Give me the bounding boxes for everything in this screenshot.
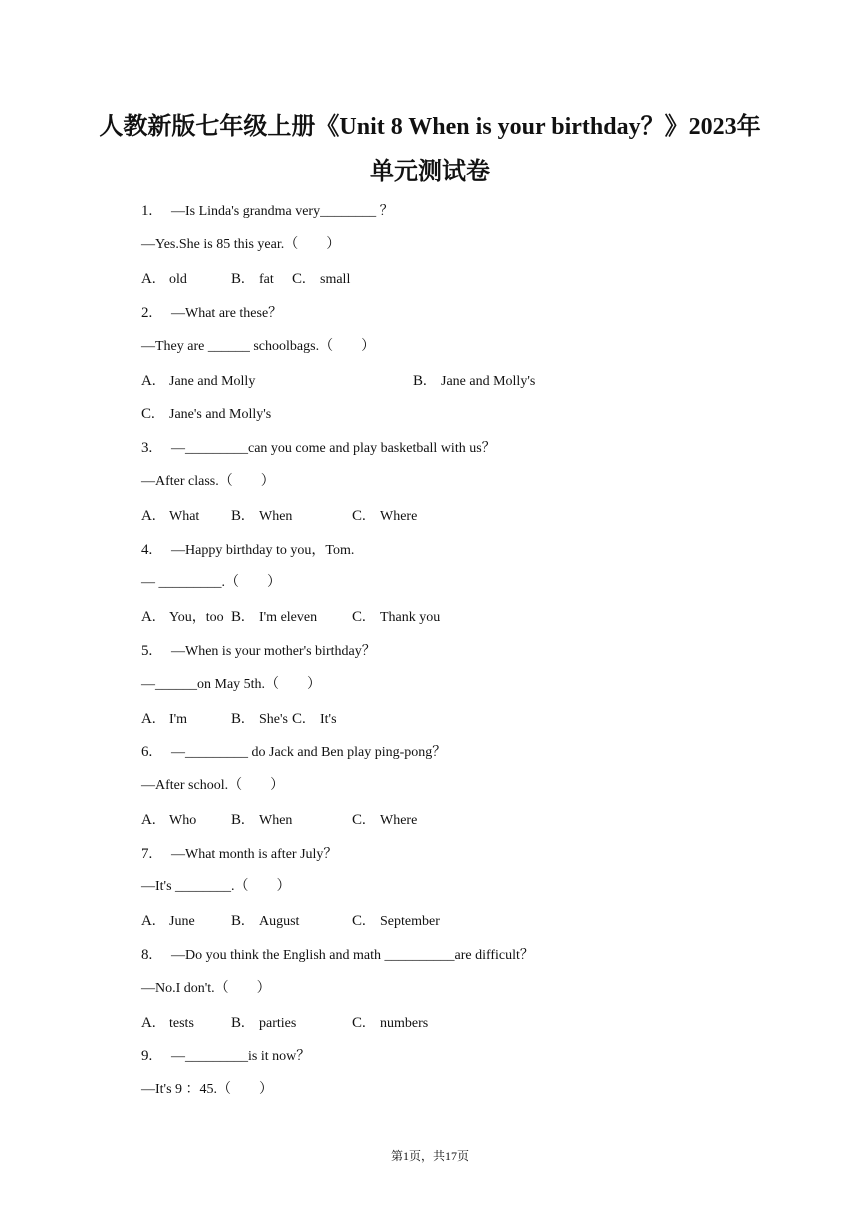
question-number: 2. xyxy=(141,305,153,321)
question-text: —Do you think the English and math __________are difficult？ xyxy=(171,948,534,963)
question-1-option-b: B. fat xyxy=(231,271,274,287)
question-7-stem xyxy=(141,845,337,864)
question-text: —_________is it now？ xyxy=(171,1049,311,1064)
question-4-reply: — _________.（ ） xyxy=(141,575,281,590)
question-number: 1. xyxy=(141,203,153,219)
question-7-option-a: A. June xyxy=(141,913,195,929)
question-3-option-c: C. Where xyxy=(352,508,418,524)
question-text: —_________ do Jack and Ben play ping-pong？ xyxy=(171,745,447,760)
page-title-line-2: 单元测试卷 xyxy=(370,159,490,185)
question-3-reply: —After class.（ ） xyxy=(141,474,275,489)
question-6-stem xyxy=(141,743,446,762)
question-5-option-b: B. She's xyxy=(231,711,288,727)
question-4-option-a: A. You，too xyxy=(141,609,224,625)
question-3-option-b: B. When xyxy=(231,508,293,524)
question-5-option-c: C. It's xyxy=(292,711,337,727)
question-2-stem xyxy=(141,304,282,323)
question-number: 9. xyxy=(141,1048,153,1064)
question-5-reply: —______on May 5th.（ ） xyxy=(141,677,322,692)
question-4-option-b: B. I'm eleven xyxy=(231,609,318,625)
question-7-reply: —It's ________.（ ） xyxy=(141,879,291,894)
page-footer: 第1页，共17页 xyxy=(390,1149,469,1163)
question-3-stem xyxy=(141,439,496,458)
question-1-stem xyxy=(141,202,394,221)
question-text: —What month is after July？ xyxy=(171,847,338,862)
question-number: 7. xyxy=(141,846,153,862)
question-4-stem xyxy=(141,541,354,560)
question-3-option-a: A. What xyxy=(141,508,200,524)
question-2-option-c: C. Jane's and Molly's xyxy=(141,406,272,422)
question-8-option-a: A. tests xyxy=(141,1015,194,1031)
question-9-reply: —It's 9 ：45.（ ） xyxy=(141,1082,274,1097)
question-text: —What are these？ xyxy=(171,306,283,321)
question-6-option-c: C. Where xyxy=(352,812,418,828)
question-2-option-b: B. Jane and Molly's xyxy=(413,373,536,389)
question-number: 6. xyxy=(141,744,153,760)
question-8-stem xyxy=(141,946,534,965)
question-6-option-b: B. When xyxy=(231,812,293,828)
question-4-option-c: C. Thank you xyxy=(352,609,441,625)
question-9-stem xyxy=(141,1047,310,1066)
question-1-option-c: C. small xyxy=(292,271,351,287)
question-8-option-c: C. numbers xyxy=(352,1015,429,1031)
page-title-line-1: 人教新版七年级上册《Unit 8 When is your birthday？》2023年 xyxy=(99,114,761,140)
question-7-option-c: C. September xyxy=(352,913,440,929)
question-1-option-a: A. old xyxy=(141,271,187,287)
question-5-stem xyxy=(141,642,376,661)
question-2-option-a: A. Jane and Molly xyxy=(141,373,256,389)
question-7-option-b: B. August xyxy=(231,913,300,929)
question-1-reply: —Yes.She is 85 this year.（ ） xyxy=(141,237,341,252)
question-text: —Happy birthday to you，Tom. xyxy=(171,543,355,558)
question-text: —When is your mother's birthday？ xyxy=(171,644,376,659)
question-2-reply: —They are ______ schoolbags.（ ） xyxy=(141,339,376,354)
question-8-reply: —No.I don't.（ ） xyxy=(141,981,271,996)
question-number: 5. xyxy=(141,643,153,659)
question-6-option-a: A. Who xyxy=(141,812,197,828)
question-number: 8. xyxy=(141,947,153,963)
question-text: —Is Linda's grandma very________ ？ xyxy=(171,204,394,219)
question-5-option-a: A. I'm xyxy=(141,711,188,727)
question-number: 3. xyxy=(141,440,153,456)
question-number: 4. xyxy=(141,542,153,558)
question-8-option-b: B. parties xyxy=(231,1015,297,1031)
question-text: —_________can you come and play basketball with us？ xyxy=(171,441,496,456)
question-6-reply: —After school.（ ） xyxy=(141,778,285,793)
